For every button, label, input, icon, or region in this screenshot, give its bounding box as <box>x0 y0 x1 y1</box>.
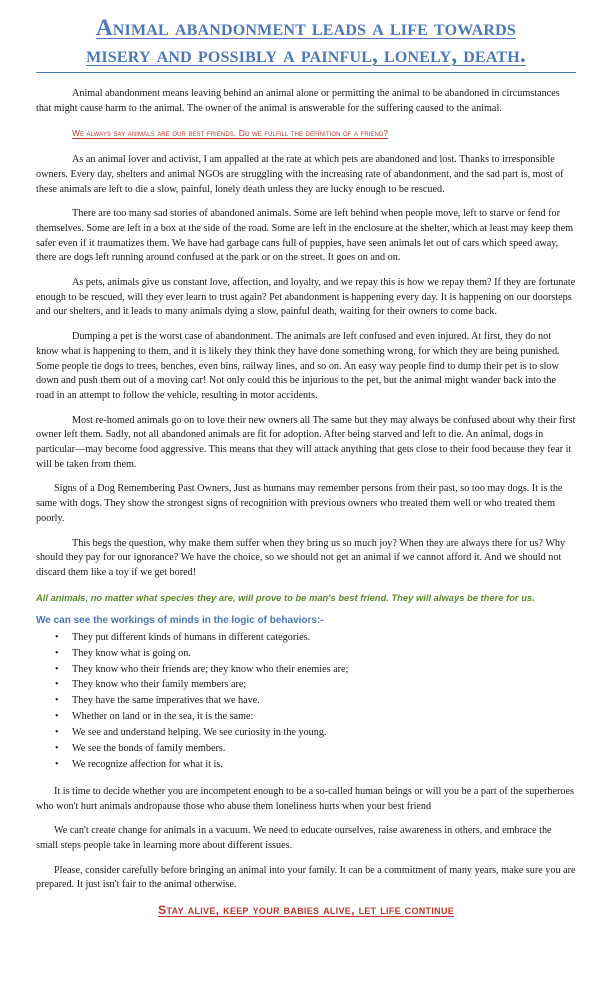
list-item <box>55 630 576 646</box>
bullet-icon: • <box>55 631 59 643</box>
list-item <box>55 709 576 725</box>
list-item-text: They know who their friends are; they know who their enemies are; <box>72 663 349 675</box>
list-heading: We can see the workings of minds in the logic of behaviors:- <box>36 614 324 626</box>
green-quote: All animals, no matter what species they are, will prove to be man's best friend. They will always be there for us. <box>36 591 535 603</box>
document-title <box>36 14 576 68</box>
footer-slogan: Stay alive, keep your babies alive, let life continue <box>157 903 455 918</box>
intro-paragraph: Animal abandonment means leaving behind an animal alone or permitting the animal to be abandoned in circumstances that might cause harm to the animal. The owner of the animal is answerable for the suffering caused to the animal. <box>36 88 560 114</box>
list-item <box>55 677 576 693</box>
list-item-text: They put different kinds of humans in different categories. <box>72 631 311 643</box>
list-item <box>55 662 576 678</box>
closing-paragraph-3: Please, consider carefully before bringing an animal into your family. It can be a commitment of many years, make sure you are prepared. It just isn't fair to the animal otherwise. <box>36 864 576 891</box>
body-paragraph-2: There are too many sad stories of abandoned animals. Some are left behind when people move, left to starve or fend for themselves. Some are left in a box at the side of the road. Some are left in the enclosure at the shelter, which at least may keep them safer even if it traumatizes them. We have had garbage cans full of puppies, have seen animals let out of cars which speed away, there are dogs left running around confused at the park or on the street. It goes on and on. <box>36 208 574 264</box>
list-item-text: We see the bonds of family members. <box>72 743 226 755</box>
closing-paragraph-1: It is time to decide whether you are incompetent enough to be a so-called human beings or will you be a part of the superheroes who won't hurt animals andropause those who abuse them loneliness hurts when your best friend <box>36 785 574 812</box>
list-item <box>55 646 576 662</box>
list-item <box>55 757 576 773</box>
signs-paragraph: Signs of a Dog Remembering Past Owners, Just as humans may remember persons from their past, so too may dogs. It is the same with dogs. They show the strongest signs of recognition with previous owners who treated them well or who treated them poorly. <box>36 483 563 524</box>
list-item-text: They know who their family members are; <box>72 679 247 691</box>
title-line-2: misery and possibly a painful, lonely, death. <box>86 42 526 67</box>
list-item <box>55 725 576 741</box>
list-item-text: They know what is going on. <box>72 647 191 659</box>
bullet-icon: • <box>55 727 59 739</box>
question-paragraph: This begs the question, why make them suffer when they bring us so much joy? When they are always there for us? Why should they pay for our ignorance? We have the choice, so we should not get an animal if we cannot afford it. And we should not discard them like a toy if we get bored! <box>36 537 566 578</box>
bullet-icon: • <box>55 758 59 770</box>
bullet-icon: • <box>55 679 59 691</box>
behavior-list <box>36 630 576 773</box>
title-divider <box>36 72 576 73</box>
title-line-1: Animal abandonment leads a life towards <box>95 15 517 40</box>
bullet-icon: • <box>55 711 59 723</box>
body-paragraph-1: As an animal lover and activist, I am appalled at the rate at which pets are abandoned and lost. Thanks to irresponsible owners. Every day, shelters and animal NGOs are struggling with the increasing rate of abandonment, and the sad part is, most of these animals are left to die a slow, painful, lonely death unless they are lucky enough to be rescued. <box>36 154 564 195</box>
list-item-text: We recognize affection for what it is. <box>72 758 223 770</box>
body-paragraph-4: Dumping a pet is the worst case of abandonment. The animals are left confused and even injured. At first, they do not know what is happening to them, and it is likely they think they have done something wrong, for which they are being punished. Some people tie dogs to trees, benches, even bins, railway lines, and so on. An easy way people find to dump their pet is to slow down and push them out of a moving car! Not only could this be injurious to the pet, but the animal might wander back into the road in an attempt to follow the vehicle, resulting in motor accidents. <box>36 331 560 401</box>
list-item-text: Whether on land or in the sea, it is the same: <box>72 711 254 723</box>
red-subheading: We always say animals are our best friends. Do we fulfill the definition of a friend? <box>72 128 389 139</box>
bullet-icon: • <box>55 743 59 755</box>
list-item-text: We see and understand helping. We see curiosity in the young. <box>72 727 327 739</box>
body-paragraph-5: Most re-homed animals go on to love their new owners all The same but they may always be confused about why their first owner left them. Sadly, not all abandoned animals are fit for adoption. After being starved and left to die. An animal, dogs in particular—may become food aggressive. This means that they will attack anything that gets close to their food because they fear it will be taken from them. <box>36 414 576 470</box>
bullet-icon: • <box>55 663 59 675</box>
body-paragraph-3: As pets, animals give us constant love, affection, and loyalty, and we repay this is how we repay them? If they are fortunate enough to be rescued, will they ever learn to trust again? Pet abandonment is happening every day. It is happening on our doorsteps and our shelters, and it leads to many animals dying a slow, painful death, waiting for their owners to come back. <box>36 277 576 318</box>
bullet-icon: • <box>55 695 59 707</box>
list-item <box>55 741 576 757</box>
list-item <box>55 693 576 709</box>
bullet-icon: • <box>55 647 59 659</box>
closing-paragraph-2: We can't create change for animals in a vacuum. We need to educate ourselves, raise awareness in others, and embrace the small steps people take in learning more about different issues. <box>36 825 552 851</box>
list-item-text: They have the same imperatives that we have. <box>72 695 260 707</box>
